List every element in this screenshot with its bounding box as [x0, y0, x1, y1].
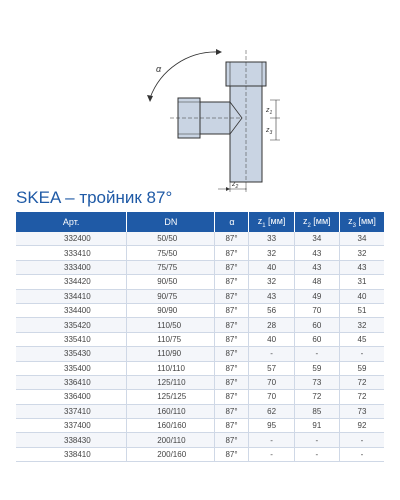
cell-alpha: 87°: [215, 303, 249, 317]
table-row: [16, 433, 384, 447]
cell-z3: 51: [339, 303, 384, 317]
header-z3: $z_3$ [мм]: [339, 212, 384, 232]
cell-z2: 34: [294, 232, 339, 246]
cell-z1: 70: [249, 375, 294, 389]
alpha-arrow-left: [147, 95, 153, 102]
table-row: [16, 447, 384, 461]
cell-z1: -: [249, 347, 294, 361]
cell-z1: 57: [249, 361, 294, 375]
cell-dn: 110/110: [127, 361, 215, 375]
header-alpha: α: [215, 212, 249, 232]
cell-z3: 31: [339, 275, 384, 289]
cell-z2: 60: [294, 318, 339, 332]
cell-z3: -: [339, 447, 384, 461]
cell-alpha: 87°: [215, 275, 249, 289]
cell-alpha: 87°: [215, 347, 249, 361]
cell-alpha: 87°: [215, 375, 249, 389]
cell-dn: 110/90: [127, 347, 215, 361]
cell-z3: 40: [339, 289, 384, 303]
header-z2: $z_2$ [мм]: [294, 212, 339, 232]
table-row: [16, 232, 384, 246]
cell-art: 333410: [16, 246, 127, 260]
cell-z2: 60: [294, 332, 339, 346]
cell-alpha: 87°: [215, 404, 249, 418]
table-row: [16, 289, 384, 303]
cell-z1: 32: [249, 246, 294, 260]
cell-z1: 43: [249, 289, 294, 303]
cell-z2: 91: [294, 419, 339, 433]
cell-dn: 90/90: [127, 303, 215, 317]
cell-alpha: 87°: [215, 318, 249, 332]
cell-z1: 70: [249, 390, 294, 404]
cell-z3: 72: [339, 375, 384, 389]
z1-label: $z_1$: [266, 107, 273, 116]
spec-table: [16, 212, 384, 462]
cell-z1: -: [249, 447, 294, 461]
cell-z3: 32: [339, 246, 384, 260]
cell-dn: 50/50: [127, 232, 215, 246]
alpha-label: α: [156, 64, 162, 74]
z3-label: $z_3$: [266, 127, 273, 136]
cell-art: 334410: [16, 289, 127, 303]
cell-z1: 32: [249, 275, 294, 289]
cell-art: 337400: [16, 419, 127, 433]
cell-z3: 43: [339, 260, 384, 274]
cell-art: 335430: [16, 347, 127, 361]
header-z1: $z_1$ [мм]: [249, 212, 294, 232]
table-row: [16, 332, 384, 346]
table-row: [16, 260, 384, 274]
cell-dn: 200/160: [127, 447, 215, 461]
cell-z2: 43: [294, 260, 339, 274]
cell-dn: 200/110: [127, 433, 215, 447]
cell-z3: -: [339, 433, 384, 447]
cell-art: 335410: [16, 332, 127, 346]
z2-label: $z_2$: [232, 181, 239, 190]
cell-z3: 32: [339, 318, 384, 332]
cell-z3: 73: [339, 404, 384, 418]
cell-art: 338430: [16, 433, 127, 447]
table-header-row: [16, 212, 384, 232]
cell-z1: 56: [249, 303, 294, 317]
cell-dn: 160/110: [127, 404, 215, 418]
cell-alpha: 87°: [215, 361, 249, 375]
page-title: SKEA – тройник 87°: [16, 188, 173, 207]
alpha-arrow-top: [216, 49, 222, 55]
cell-dn: 110/75: [127, 332, 215, 346]
cell-z2: 48: [294, 275, 339, 289]
cell-z3: 45: [339, 332, 384, 346]
cell-z3: 72: [339, 390, 384, 404]
cell-alpha: 87°: [215, 260, 249, 274]
table-row: [16, 347, 384, 361]
spec-table-body: [16, 232, 384, 462]
cell-dn: 125/125: [127, 390, 215, 404]
cell-dn: 110/50: [127, 318, 215, 332]
cell-art: 337410: [16, 404, 127, 418]
cell-z3: 59: [339, 361, 384, 375]
table-row: [16, 419, 384, 433]
cell-z3: 92: [339, 419, 384, 433]
table-row: [16, 404, 384, 418]
cell-z1: 40: [249, 332, 294, 346]
cell-alpha: 87°: [215, 289, 249, 303]
cell-z1: -: [249, 433, 294, 447]
cell-art: 333400: [16, 260, 127, 274]
table-row: [16, 246, 384, 260]
cell-z2: 49: [294, 289, 339, 303]
alpha-arc: [150, 52, 218, 98]
header-art: Арт.: [16, 212, 127, 232]
table-row: [16, 375, 384, 389]
cell-z2: -: [294, 447, 339, 461]
cell-z1: 62: [249, 404, 294, 418]
cell-art: 335400: [16, 361, 127, 375]
cell-z2: 72: [294, 390, 339, 404]
cell-alpha: 87°: [215, 232, 249, 246]
cell-dn: 90/50: [127, 275, 215, 289]
cell-z1: 28: [249, 318, 294, 332]
cell-z2: -: [294, 347, 339, 361]
cell-art: 336410: [16, 375, 127, 389]
cell-z2: 85: [294, 404, 339, 418]
table-row: [16, 275, 384, 289]
cell-dn: 125/110: [127, 375, 215, 389]
cell-alpha: 87°: [215, 419, 249, 433]
cell-dn: 160/160: [127, 419, 215, 433]
cell-art: 335420: [16, 318, 127, 332]
header-dn: DN: [127, 212, 215, 232]
cell-z1: 33: [249, 232, 294, 246]
cell-z2: 73: [294, 375, 339, 389]
cell-alpha: 87°: [215, 433, 249, 447]
table-row: [16, 390, 384, 404]
cell-z1: 40: [249, 260, 294, 274]
cell-art: 334420: [16, 275, 127, 289]
cell-alpha: 87°: [215, 246, 249, 260]
tee-fitting-drawing: [130, 40, 300, 200]
cell-art: 334400: [16, 303, 127, 317]
table-row: [16, 361, 384, 375]
cell-dn: 75/75: [127, 260, 215, 274]
cell-z2: -: [294, 433, 339, 447]
cell-art: 338410: [16, 447, 127, 461]
cell-z2: 70: [294, 303, 339, 317]
cell-dn: 75/50: [127, 246, 215, 260]
cell-alpha: 87°: [215, 332, 249, 346]
table-row: [16, 318, 384, 332]
cell-z3: 34: [339, 232, 384, 246]
cell-alpha: 87°: [215, 447, 249, 461]
cell-z3: -: [339, 347, 384, 361]
cell-z2: 59: [294, 361, 339, 375]
cell-z2: 43: [294, 246, 339, 260]
cell-z1: 95: [249, 419, 294, 433]
cell-dn: 90/75: [127, 289, 215, 303]
cell-art: 332400: [16, 232, 127, 246]
cell-art: 336400: [16, 390, 127, 404]
cell-alpha: 87°: [215, 390, 249, 404]
table-row: [16, 303, 384, 317]
